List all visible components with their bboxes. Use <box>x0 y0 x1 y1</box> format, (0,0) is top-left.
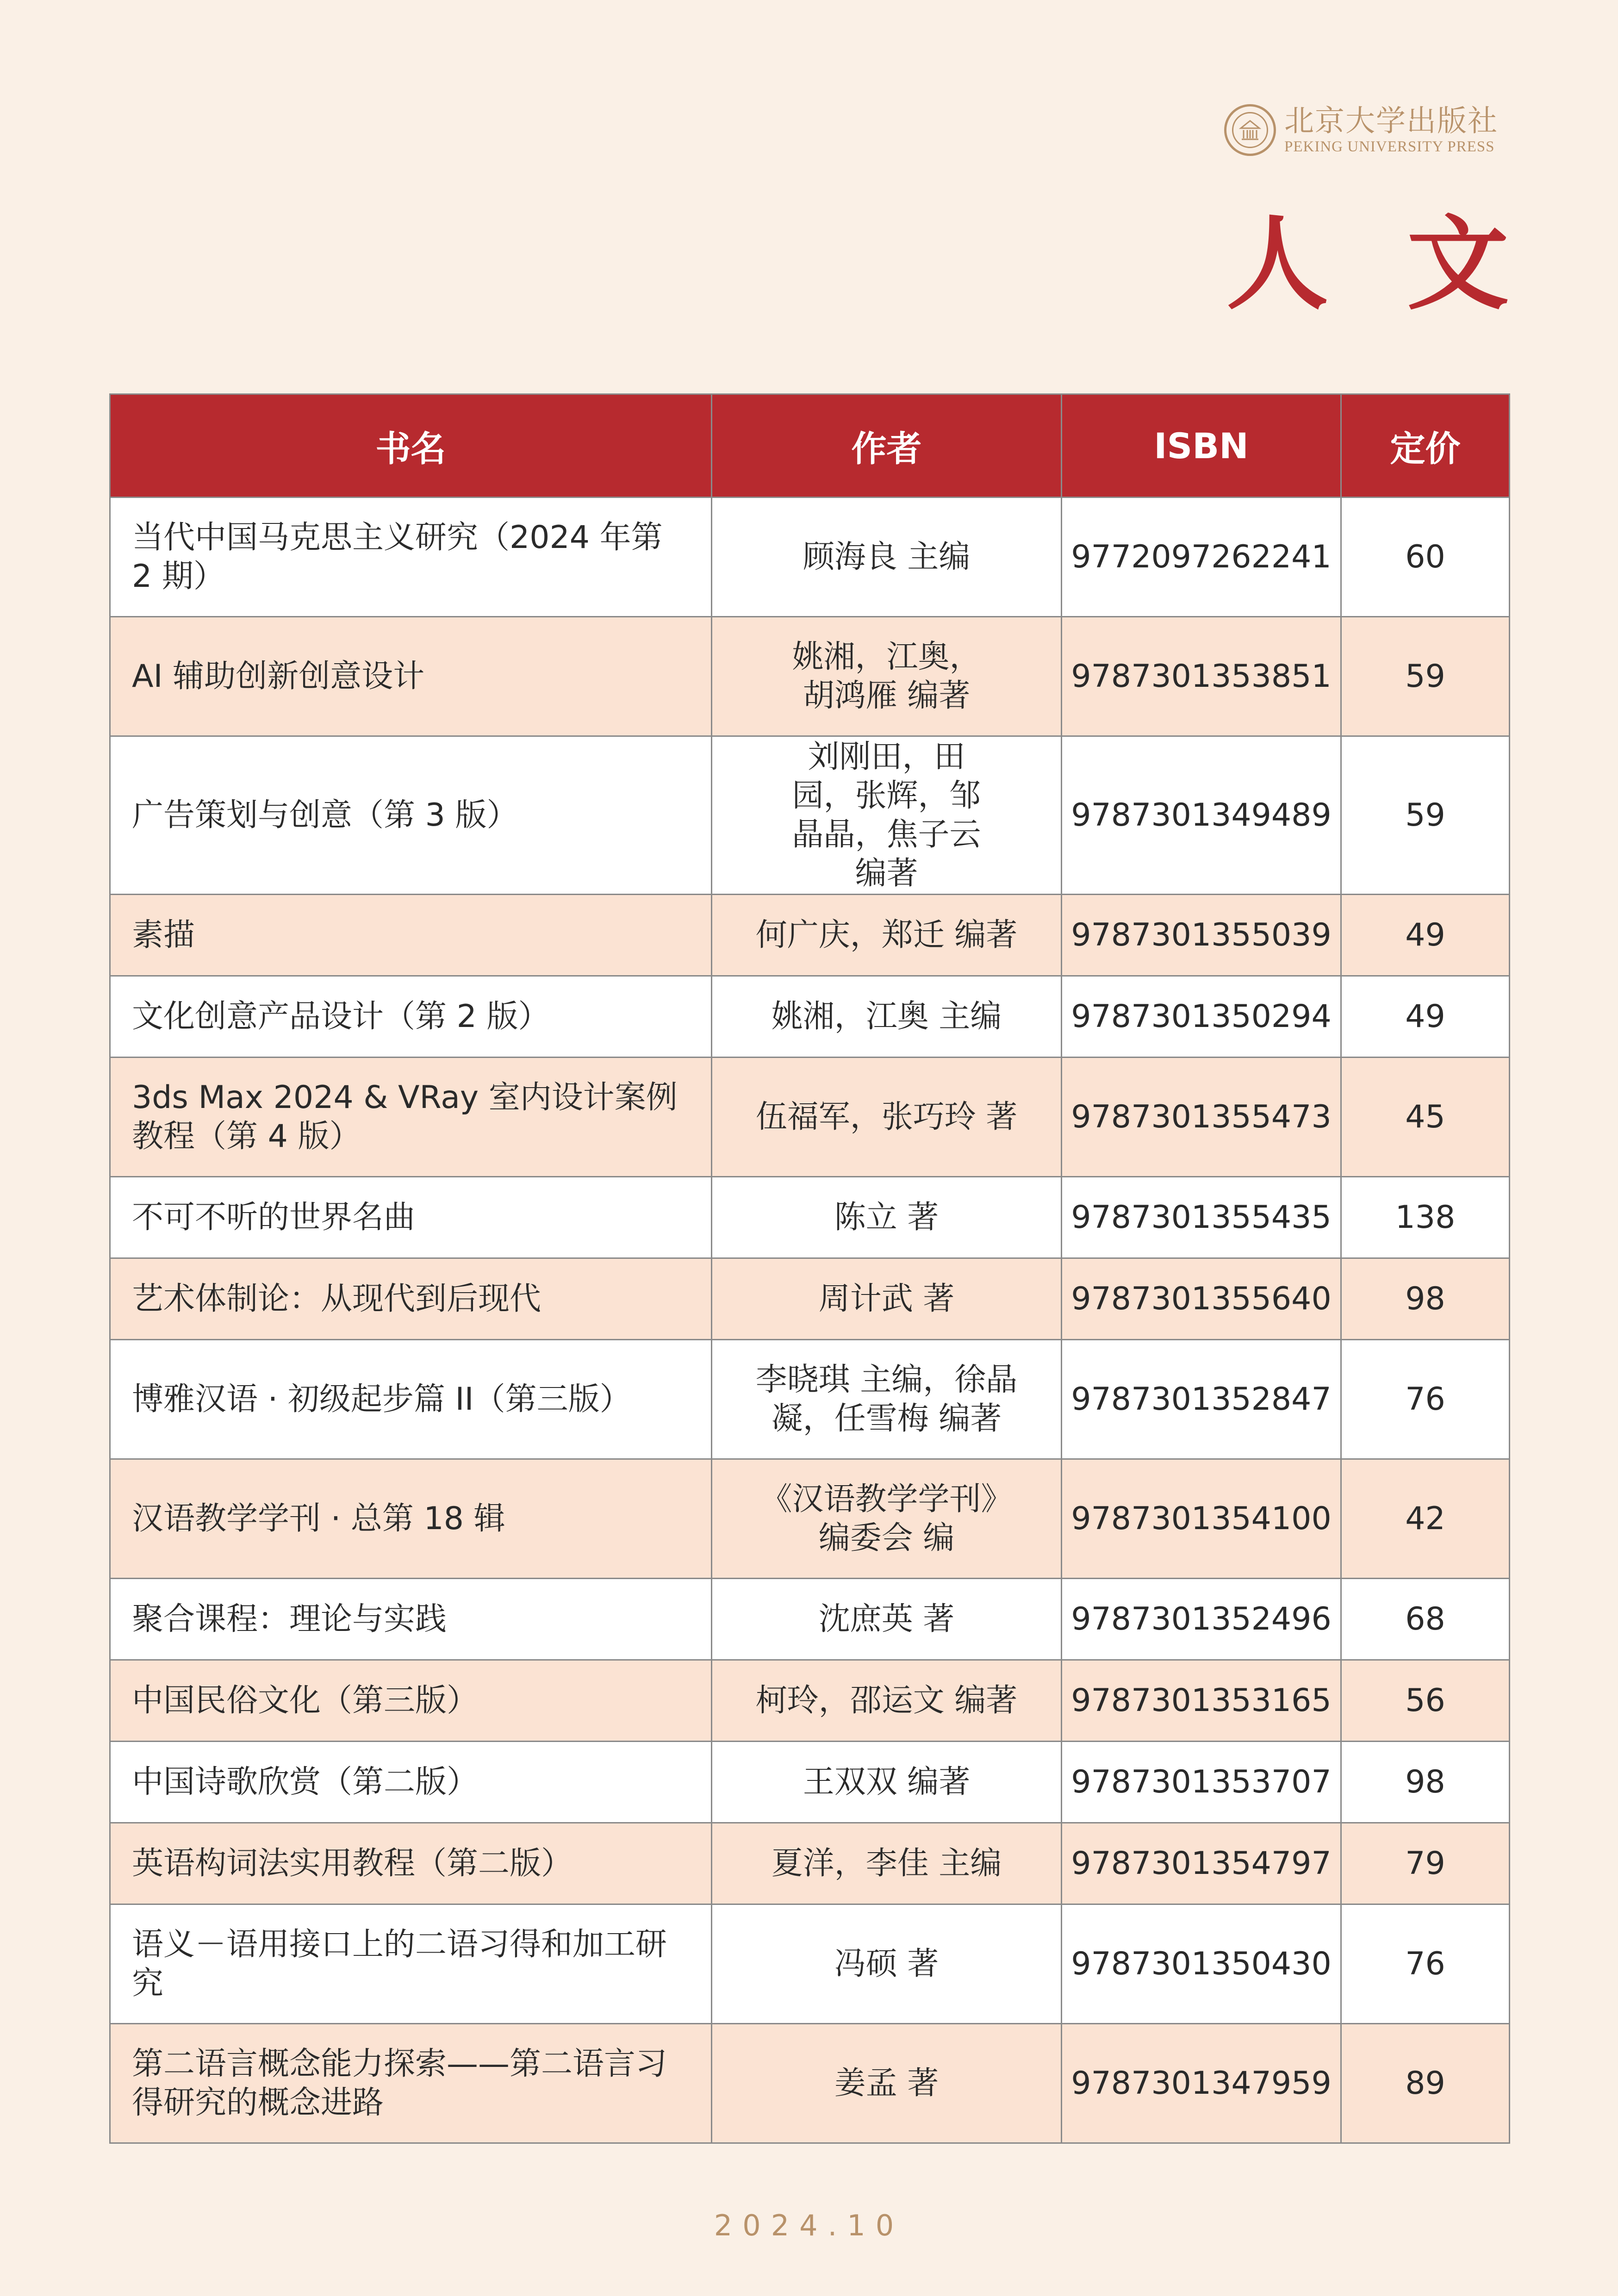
book-isbn: 9787301355473 <box>1062 1058 1341 1177</box>
table-row <box>110 1340 1510 1459</box>
table-row <box>110 1904 1510 2024</box>
book-author: 《汉语教学学刊》编委会 编 <box>712 1459 1062 1579</box>
table-row <box>110 1742 1510 1823</box>
book-price: 98 <box>1341 1742 1510 1823</box>
book-author: 刘刚田，田园，张辉，邹晶晶，焦子云 编著 <box>712 736 1062 895</box>
issue-date: 2024.10 <box>714 2209 904 2242</box>
book-title: 中国诗歌欣赏（第二版） <box>110 1742 712 1823</box>
book-catalog-table <box>109 393 1510 2144</box>
book-author: 周计武 著 <box>712 1258 1062 1340</box>
book-isbn: 9787301352496 <box>1062 1579 1341 1660</box>
book-title: 聚合课程：理论与实践 <box>110 1579 712 1660</box>
book-isbn: 9787301350294 <box>1062 976 1341 1058</box>
book-isbn: 9787301355039 <box>1062 895 1341 976</box>
book-price: 49 <box>1341 895 1510 976</box>
table-row <box>110 1823 1510 1904</box>
book-price: 138 <box>1341 1177 1510 1258</box>
book-isbn: 9787301350430 <box>1062 1904 1341 2024</box>
book-title: 英语构词法实用教程（第二版） <box>110 1823 712 1904</box>
book-author: 冯硕 著 <box>712 1904 1062 2024</box>
book-isbn: 9787301354100 <box>1062 1459 1341 1579</box>
book-isbn: 9787301347959 <box>1062 2024 1341 2143</box>
book-price: 59 <box>1341 736 1510 895</box>
table-row <box>110 617 1510 736</box>
book-title: 艺术体制论：从现代到后现代 <box>110 1258 712 1340</box>
book-price: 45 <box>1341 1058 1510 1177</box>
table-row <box>110 1177 1510 1258</box>
table-row <box>110 1660 1510 1742</box>
book-author: 姚湘，江奥 主编 <box>712 976 1062 1058</box>
section-title: 人文 <box>1226 204 1587 324</box>
book-isbn: 9787301354797 <box>1062 1823 1341 1904</box>
book-title: 当代中国马克思主义研究（2024 年第 2 期） <box>110 498 712 617</box>
table-row <box>110 976 1510 1058</box>
book-title: 广告策划与创意（第 3 版） <box>110 736 712 895</box>
book-author: 伍福军，张巧玲 著 <box>712 1058 1062 1177</box>
table-row <box>110 1459 1510 1579</box>
book-isbn: 9772097262241 <box>1062 498 1341 617</box>
publisher-logo <box>1224 104 1498 156</box>
book-author: 陈立 著 <box>712 1177 1062 1258</box>
book-isbn: 9787301355640 <box>1062 1258 1341 1340</box>
book-title: 汉语教学学刊 · 总第 18 辑 <box>110 1459 712 1579</box>
book-author: 柯玲，邵运文 编著 <box>712 1660 1062 1742</box>
book-price: 60 <box>1341 498 1510 617</box>
book-price: 79 <box>1341 1823 1510 1904</box>
book-price: 76 <box>1341 1904 1510 2024</box>
book-title: 博雅汉语 · 初级起步篇 II（第三版） <box>110 1340 712 1459</box>
book-isbn: 9787301353707 <box>1062 1742 1341 1823</box>
book-author: 李晓琪 主编，徐晶凝，任雪梅 编著 <box>712 1340 1062 1459</box>
table-row <box>110 1258 1510 1340</box>
book-price: 49 <box>1341 976 1510 1058</box>
book-author: 夏洋，李佳 主编 <box>712 1823 1062 1904</box>
table-row <box>110 2024 1510 2143</box>
book-author: 姚湘，江奥，胡鸿雁 编著 <box>712 617 1062 736</box>
book-isbn: 9787301355435 <box>1062 1177 1341 1258</box>
table-header-row <box>110 394 1510 498</box>
brand-name-cn: 北京大学出版社 <box>1284 104 1498 138</box>
book-title: AI 辅助创新创意设计 <box>110 617 712 736</box>
book-author: 何广庆，郑迁 编著 <box>712 895 1062 976</box>
book-title: 第二语言概念能力探索——第二语言习得研究的概念进路 <box>110 2024 712 2143</box>
book-author: 顾海良 主编 <box>712 498 1062 617</box>
column-header-isbn: ISBN <box>1062 394 1341 498</box>
column-header-price: 定价 <box>1341 394 1510 498</box>
book-author: 沈庶英 著 <box>712 1579 1062 1660</box>
book-price: 56 <box>1341 1660 1510 1742</box>
book-price: 89 <box>1341 2024 1510 2143</box>
book-title: 语义－语用接口上的二语习得和加工研究 <box>110 1904 712 2024</box>
column-header-author: 作者 <box>712 394 1062 498</box>
book-isbn: 9787301353165 <box>1062 1660 1341 1742</box>
book-author: 王双双 编著 <box>712 1742 1062 1823</box>
book-price: 98 <box>1341 1258 1510 1340</box>
table-row <box>110 1058 1510 1177</box>
book-isbn: 9787301349489 <box>1062 736 1341 895</box>
university-seal-icon <box>1224 104 1276 156</box>
table-row <box>110 1579 1510 1660</box>
book-title: 3ds Max 2024 & VRay 室内设计案例教程（第 4 版） <box>110 1058 712 1177</box>
book-price: 42 <box>1341 1459 1510 1579</box>
book-price: 59 <box>1341 617 1510 736</box>
brand-name-en: PEKING UNIVERSITY PRESS <box>1284 138 1495 155</box>
book-title: 中国民俗文化（第三版） <box>110 1660 712 1742</box>
book-title: 素描 <box>110 895 712 976</box>
column-header-title: 书名 <box>110 394 712 498</box>
book-author: 姜孟 著 <box>712 2024 1062 2143</box>
table-row <box>110 895 1510 976</box>
book-isbn: 9787301352847 <box>1062 1340 1341 1459</box>
table-row <box>110 736 1510 895</box>
book-title: 文化创意产品设计（第 2 版） <box>110 976 712 1058</box>
book-isbn: 9787301353851 <box>1062 617 1341 736</box>
book-price: 68 <box>1341 1579 1510 1660</box>
book-price: 76 <box>1341 1340 1510 1459</box>
table-row <box>110 498 1510 617</box>
book-title: 不可不听的世界名曲 <box>110 1177 712 1258</box>
brand-text <box>1284 105 1498 156</box>
